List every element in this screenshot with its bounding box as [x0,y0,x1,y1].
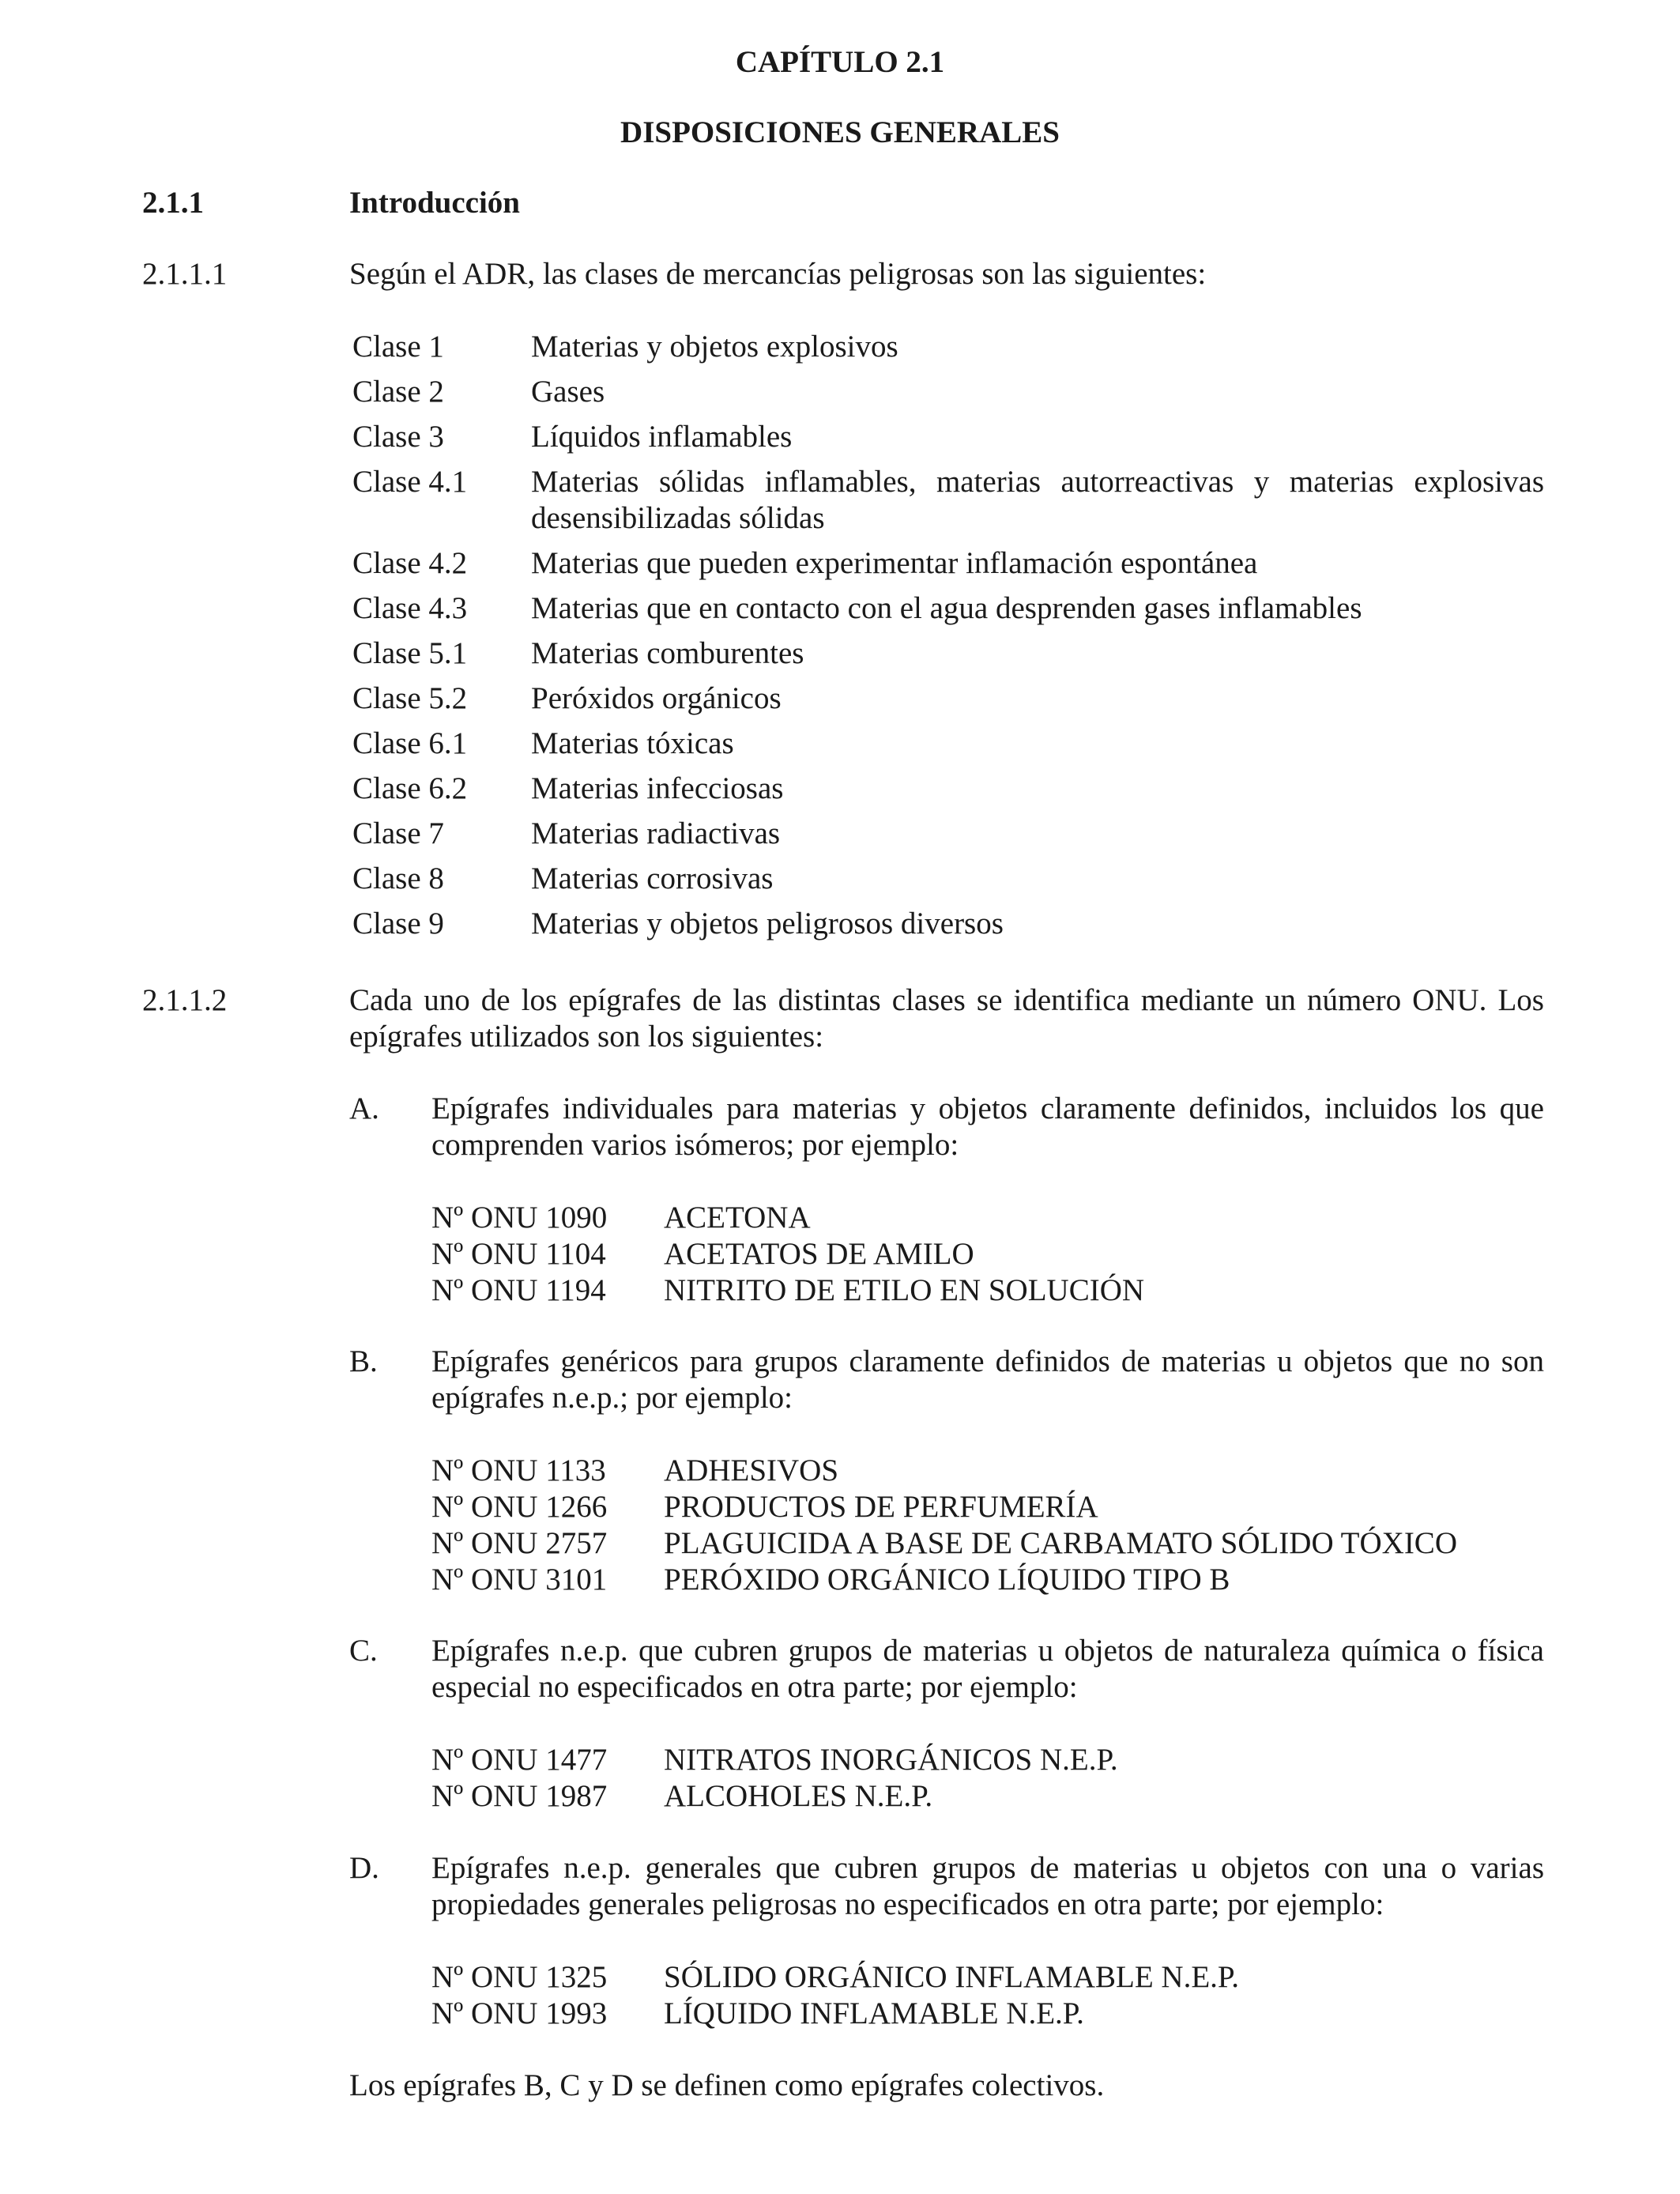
onu-name: ACETONA [664,1201,811,1235]
onu-name: LÍQUIDO INFLAMABLE N.E.P. [664,1996,1084,2030]
class-label: Clase 1 [352,330,444,364]
onu-name: ADHESIVOS [664,1453,839,1487]
class-description: Materias comburentes [531,636,804,670]
item-text: Epígrafes individuales para materias y objetos claramente definidos, incluidos los que comprenden varios isómeros; por ejemplo: [431,1091,1544,1162]
item-letter: B. [349,1344,378,1378]
class-description: Líquidos inflamables [531,420,793,454]
onu-name: PLAGUICIDA A BASE DE CARBAMATO SÓLIDO TÓXICO [664,1526,1457,1560]
onu-example-row [431,1200,1544,1236]
onu-name: NITRITO DE ETILO EN SOLUCIÓN [664,1273,1145,1307]
onu-example-row [431,1996,1544,2032]
onu-code: Nº ONU 1090 [431,1201,608,1235]
onu-example-list [431,1200,1544,1309]
onu-example-row [431,1742,1544,1778]
onu-name: ALCOHOLES N.E.P. [664,1779,933,1813]
onu-example-list [431,1742,1544,1815]
onu-code: Nº ONU 1133 [431,1453,606,1487]
class-label: Clase 6.2 [352,771,468,805]
class-row [349,419,1544,455]
onu-code: Nº ONU 1104 [431,1237,606,1271]
class-label: Clase 4.3 [352,591,468,625]
onu-example-list [431,1453,1544,1598]
onu-code: Nº ONU 1325 [431,1960,608,1994]
class-description: Materias corrosivas [531,861,774,895]
class-description: Materias que pueden experimentar inflamación espontánea [531,546,1258,580]
class-row [349,590,1544,627]
hazard-class-list [349,329,1544,951]
class-label: Clase 6.1 [352,726,468,760]
item-b [349,1344,1544,1598]
class-row [349,329,1544,365]
onu-example-row [431,1489,1544,1525]
onu-code: Nº ONU 1477 [431,1743,608,1777]
class-row [349,374,1544,410]
class-row [349,861,1544,897]
class-description: Materias infecciosas [531,771,784,805]
paragraph-number-2-1-1-2: 2.1.1.2 [142,983,228,1017]
class-description: Materias radiactivas [531,816,781,850]
item-text: Epígrafes genéricos para grupos claramente definidos de materias u objetos que no son epígrafes n.e.p.; por ejemplo: [431,1344,1544,1415]
onu-example-row [431,1562,1544,1598]
class-label: Clase 4.2 [352,546,468,580]
class-description: Materias sólidas inflamables, materias autorreactivas y materias explosivas desensibilizadas sólidas [531,465,1544,535]
item-a [349,1091,1544,1309]
item-letter: D. [349,1851,379,1885]
onu-name: NITRATOS INORGÁNICOS N.E.P. [664,1743,1118,1777]
class-label: Clase 3 [352,420,444,454]
class-description: Gases [531,375,605,409]
class-label: Clase 4.1 [352,465,468,499]
onu-code: Nº ONU 1993 [431,1996,608,2030]
onu-example-row [431,1959,1544,1996]
onu-name: SÓLIDO ORGÁNICO INFLAMABLE N.E.P. [664,1960,1240,1994]
paragraph-2-1-1-1-text: Según el ADR, las clases de mercancías peligrosas son las siguientes: [349,257,1207,291]
class-label: Clase 7 [352,816,444,850]
item-letter: A. [349,1091,379,1125]
class-row [349,906,1544,942]
onu-name: ACETATOS DE AMILO [664,1237,974,1271]
class-label: Clase 2 [352,375,444,409]
section-number-2-1-1: 2.1.1 [142,186,204,220]
class-description: Materias y objetos explosivos [531,330,898,364]
onu-code: Nº ONU 1266 [431,1490,608,1524]
closing-sentence: Los epígrafes B, C y D se definen como epígrafes colectivos. [349,2068,1105,2102]
paragraph-number-2-1-1-1: 2.1.1.1 [142,257,228,291]
class-row [349,680,1544,717]
item-text: Epígrafes n.e.p. generales que cubren grupos de materias u objetos con una o varias propiedades generales peligrosas no especificados en otra parte; por ejemplo: [431,1851,1544,1921]
onu-example-list [431,1959,1544,2032]
class-label: Clase 5.2 [352,681,468,715]
onu-name: PERÓXIDO ORGÁNICO LÍQUIDO TIPO B [664,1563,1230,1596]
class-label: Clase 5.1 [352,636,468,670]
class-description: Materias tóxicas [531,726,734,760]
class-description: Peróxidos orgánicos [531,681,782,715]
class-label: Clase 8 [352,861,444,895]
onu-code: Nº ONU 2757 [431,1526,608,1560]
class-row [349,545,1544,582]
onu-example-row [431,1778,1544,1815]
item-text: Epígrafes n.e.p. que cubren grupos de materias u objetos de naturaleza química o física especial no especificados en otra parte; por ejemplo: [431,1634,1544,1704]
item-c [349,1633,1544,1815]
onu-code: Nº ONU 1987 [431,1779,608,1813]
item-letter: C. [349,1634,378,1668]
onu-code: Nº ONU 1194 [431,1273,606,1307]
class-row [349,635,1544,672]
class-label: Clase 9 [352,907,444,941]
class-row [349,464,1544,537]
item-d [349,1850,1544,2032]
section-heading: DISPOSICIONES GENERALES [620,115,1060,149]
class-row [349,771,1544,807]
onu-code: Nº ONU 3101 [431,1563,608,1596]
chapter-title: CAPÍTULO 2.1 [735,45,945,79]
onu-example-row [431,1236,1544,1272]
paragraph-2-1-1-2-text: Cada uno de los epígrafes de las distintas clases se identifica mediante un número ONU. Los epígrafes utilizados son los siguientes: [349,983,1544,1054]
onu-example-row [431,1272,1544,1309]
class-row [349,816,1544,852]
class-description: Materias y objetos peligrosos diversos [531,907,1004,941]
class-description: Materias que en contacto con el agua desprenden gases inflamables [531,591,1362,625]
onu-example-row [431,1453,1544,1489]
section-title-introduccion: Introducción [349,186,520,220]
onu-example-row [431,1525,1544,1562]
class-row [349,726,1544,762]
onu-name: PRODUCTOS DE PERFUMERÍA [664,1490,1098,1524]
